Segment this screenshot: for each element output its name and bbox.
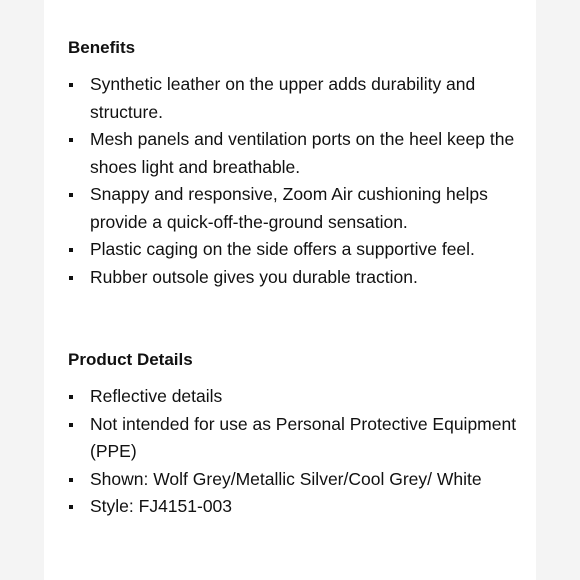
bullet-icon: [69, 193, 73, 197]
style-code-text: Style: FJ4151-003: [90, 496, 233, 516]
bullet-icon: [69, 395, 73, 399]
bullet-icon: [69, 138, 73, 142]
benefit-text: Rubber outsole gives you durable traction.: [90, 266, 418, 287]
detail-text: Shown: Wolf Grey/Metallic Silver/Cool Grey/ White: [90, 468, 482, 489]
list-item: [68, 466, 518, 494]
list-item: [68, 264, 518, 292]
benefit-text: Synthetic leather on the upper adds durability and structure.: [90, 74, 476, 122]
benefit-text: Plastic caging on the side offers a supportive feel.: [90, 239, 475, 259]
list-item: [68, 71, 518, 126]
benefit-text: Mesh panels and ventilation ports on the heel keep the shoes light and breathable.: [90, 129, 515, 177]
bullet-icon: [69, 423, 73, 427]
product-details-list: [68, 383, 518, 521]
list-item: [68, 493, 518, 521]
detail-text: Reflective details: [90, 386, 223, 406]
benefits-heading: Benefits: [68, 38, 136, 57]
list-item: [68, 181, 518, 236]
bullet-icon: [69, 83, 73, 87]
bullet-icon: [69, 478, 73, 482]
product-details-heading: Product Details: [68, 350, 193, 369]
detail-text: Not intended for use as Personal Protective Equipment (PPE): [90, 413, 517, 461]
bullet-icon: [69, 505, 73, 509]
list-item: [68, 411, 518, 466]
benefits-list: [68, 71, 518, 291]
benefit-text: Snappy and responsive, Zoom Air cushioning helps provide a quick-off-the-ground sensation.: [90, 184, 488, 232]
list-item: [68, 236, 518, 264]
bullet-icon: [69, 248, 73, 252]
list-item: [68, 126, 518, 181]
bullet-icon: [69, 276, 73, 280]
list-item: [68, 383, 518, 411]
